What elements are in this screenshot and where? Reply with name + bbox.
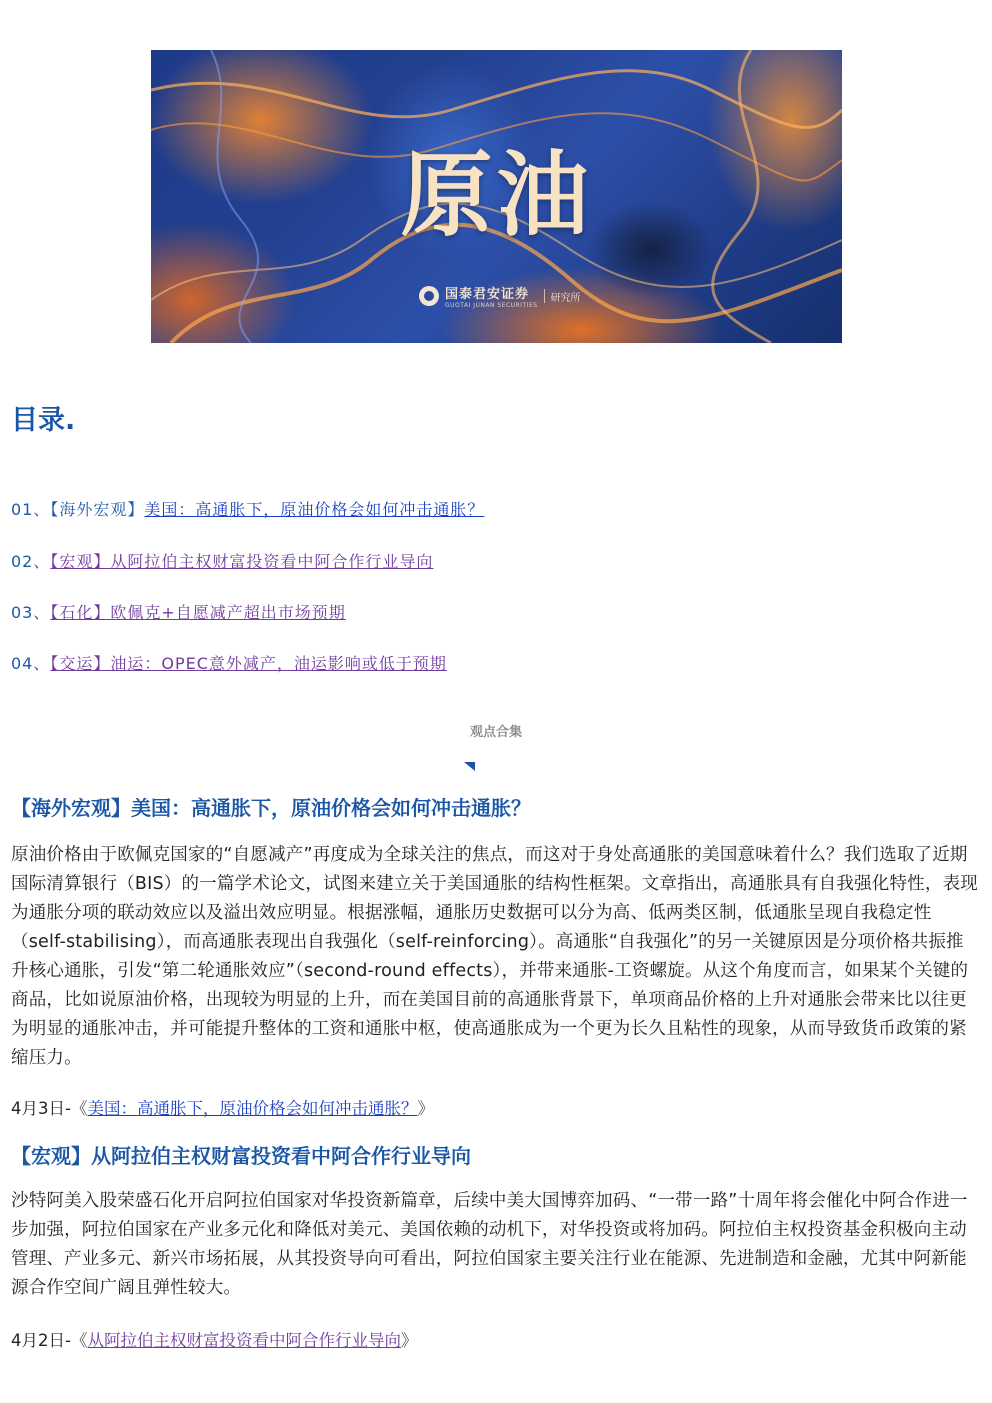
article-body-1: 原油价格由于欧佩克国家的“自愿减产”再度成为全球关注的焦点，而这对于身处高通胀的美国意味着什么？我们选取了近期国际清算银行（BIS）的一篇学术论文，试图来建立关于美国通胀的结构性框架。文章指出，高通胀具有自我强化特性，表现为通胀分项的联动效应以及溢出效应明显。根据涨幅，通胀历史数据可以分为高、低两类区制，低通胀呈现自我稳定性（self-stabilising），而高通胀表现出自我强化（self-reinforcing）。高通胀“自我强化”的另一关键原因是分项价格共振推升核心通胀，引发“第二轮通胀效应”（second-round effects），并带来通胀-工资螺旋。从这个角度而言，如果某个关键的商品，比如说原油价格，出现较为明显的上升，而在美国目前的高通胀背景下，单项商品价格的上升对通胀会带来比以往更为明显的通胀冲击，并可能提升整体的工资和通胀中枢，使高通胀成为一个更为长久且粘性的现象，从而导致货币政策的紧缩压力。 bbox=[11, 845, 978, 1068]
brand-institute: 研究所 bbox=[550, 292, 581, 304]
article-title-1: 【海外宏观】美国：高通胀下，原油价格会如何冲击通胀？ bbox=[11, 796, 531, 820]
toc-item-tag: 【宏观】 bbox=[50, 552, 111, 571]
article-link-1[interactable]: 美国：高通胀下，原油价格会如何冲击通胀？ bbox=[87, 1099, 418, 1118]
article-source-2 bbox=[11, 1327, 417, 1351]
article-source-1 bbox=[11, 1095, 434, 1119]
article-quote-close: 》 bbox=[400, 1331, 418, 1350]
toc-link-3[interactable] bbox=[50, 603, 345, 622]
banner-title: 原油 bbox=[400, 141, 593, 249]
section-label: 观点合集 bbox=[469, 725, 522, 740]
toc-item-4[interactable] bbox=[11, 654, 447, 674]
toc-item-number: 03、 bbox=[11, 603, 51, 622]
toc-item-tag: 【石化】 bbox=[50, 603, 111, 622]
brand-name-english: GUOTAI JUNAN SECURITIES bbox=[445, 302, 538, 309]
article-body-2: 沙特阿美入股荣盛石化开启阿拉伯国家对华投资新篇章，后续中美大国博弈加码、“一带一路”十周年将会催化中阿合作进一步加强，阿拉伯国家在产业多元化和降低对美元、美国依赖的动机下，对华投资或将加码。阿拉伯主权投资基金积极向主动管理、产业多元、新兴市场拓展，从其投资导向可看出，阿拉伯国家主要关注行业在能源、先进制造和金融，尤其中阿新能源合作空间广阔且弹性较大。 bbox=[11, 1191, 968, 1298]
article-title-2: 【宏观】从阿拉伯主权财富投资看中阿合作行业导向 bbox=[11, 1144, 471, 1168]
toc-link-4[interactable] bbox=[50, 654, 447, 673]
brand-logo-icon bbox=[419, 286, 439, 306]
article-date: 4月3日-《 bbox=[11, 1099, 88, 1118]
toc-link-2[interactable] bbox=[50, 552, 433, 571]
article-quote-close: 》 bbox=[417, 1099, 434, 1118]
cover-banner bbox=[151, 50, 842, 343]
article-date: 4月2日-《 bbox=[11, 1331, 88, 1350]
toc-link-1[interactable]: 美国：高通胀下，原油价格会如何冲击通胀？ bbox=[144, 500, 485, 519]
toc-link-text: 油运：OPEC意外减产，油运影响或低于预期 bbox=[110, 654, 447, 673]
article-link-2[interactable]: 从阿拉伯主权财富投资看中阿合作行业导向 bbox=[87, 1331, 401, 1350]
brand-logo bbox=[419, 283, 581, 309]
toc-item-number: 04、 bbox=[11, 654, 51, 673]
toc-item-2[interactable] bbox=[11, 552, 433, 572]
toc-item-tag: 【海外宏观】 bbox=[50, 500, 145, 519]
toc-heading: 目录. bbox=[11, 405, 76, 436]
toc-item-number: 01、 bbox=[11, 500, 51, 519]
brand-name: 国泰君安证券 bbox=[445, 287, 530, 302]
toc-item-number: 02、 bbox=[11, 552, 51, 571]
logo-divider bbox=[544, 289, 545, 303]
toc-link-text: 从阿拉伯主权财富投资看中阿合作行业导向 bbox=[110, 552, 434, 571]
toc-item-tag: 【交运】 bbox=[50, 654, 111, 673]
toc-item-1 bbox=[11, 500, 484, 520]
toc-link-text: 欧佩克+自愿减产超出市场预期 bbox=[110, 603, 346, 622]
toc-item-3[interactable] bbox=[11, 603, 346, 623]
arrow-down-icon bbox=[464, 760, 476, 772]
